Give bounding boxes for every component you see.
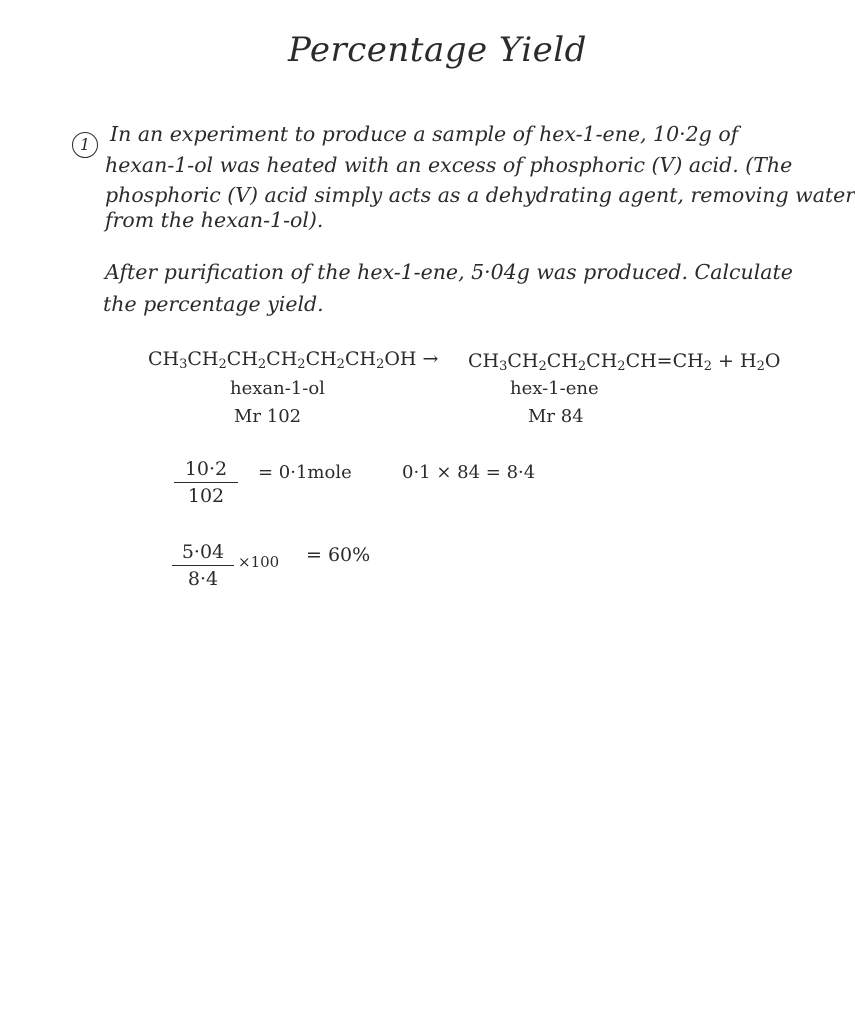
- question-line-4: from the hexan-1-ol).: [105, 208, 324, 232]
- reactant-formula: $CH_3CH_2CH_2CH_2CH_2CH_2OH$: [148, 348, 417, 372]
- percentage-result: = 60%: [306, 544, 371, 566]
- question-line-6: the percentage yield.: [103, 292, 324, 316]
- question-line-5: After purification of the hex-1-ene, 5·04g was produced. Calculate: [105, 260, 793, 284]
- product-mr: Mr 84: [528, 406, 584, 427]
- moles-fraction: [174, 458, 238, 507]
- question-line-3: phosphoric (V) acid simply acts as a dehydrating agent, removing water: [105, 183, 855, 207]
- moles-numerator: 10·2: [184, 458, 228, 480]
- yield-numerator: 5·04: [181, 541, 225, 563]
- reactant-mr: Mr 102: [234, 406, 302, 427]
- reaction-arrow: →: [422, 348, 439, 370]
- page-title: Percentage Yield: [288, 30, 587, 70]
- equation-reactant: [148, 348, 438, 372]
- equation-products: $CH_3CH_2CH_2CH_2CH=CH_2 + H_2O$: [468, 350, 781, 374]
- question-line-2: hexan-1-ol was heated with an excess of phosphoric (V) acid. (The: [105, 153, 793, 177]
- fraction-bar: [174, 482, 238, 483]
- yield-fraction: [172, 541, 234, 590]
- question-line-1: In an experiment to produce a sample of hex-1-ene, 10·2g of: [110, 122, 739, 146]
- moles-result: = 0·1mole: [258, 462, 352, 483]
- moles-denominator: 102: [187, 485, 225, 507]
- yield-denominator: 8·4: [187, 568, 219, 590]
- theoretical-yield: 0·1 × 84 = 8·4: [402, 462, 536, 483]
- question-number: 1: [72, 132, 98, 158]
- product-name: hex-1-ene: [510, 378, 599, 399]
- fraction-bar: [172, 565, 234, 566]
- times-hundred: ×100: [238, 553, 280, 571]
- reactant-name: hexan-1-ol: [230, 378, 325, 399]
